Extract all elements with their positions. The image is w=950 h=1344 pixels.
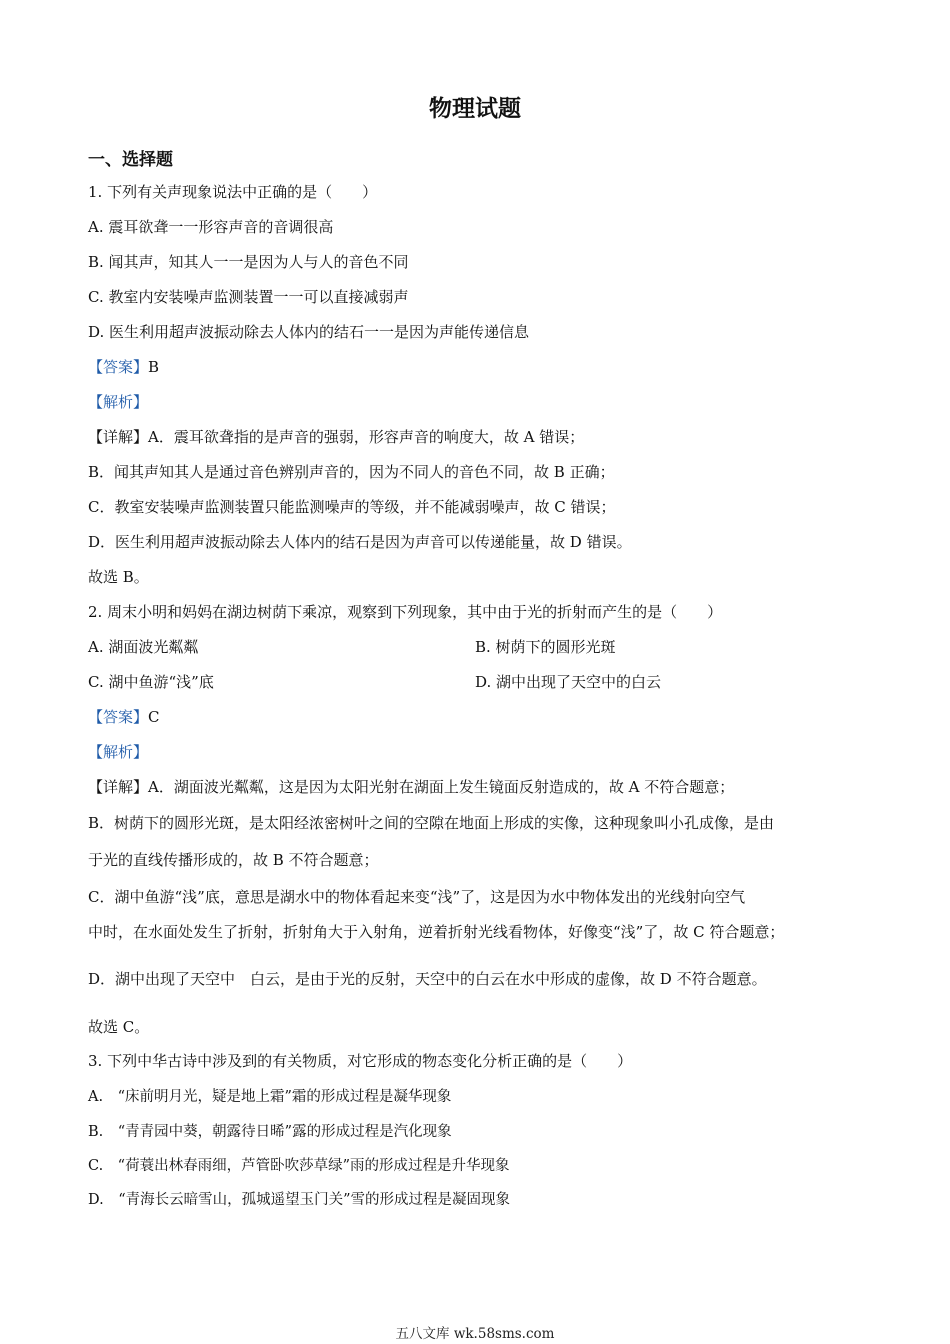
question-2-stem: 2. 周末小明和妈妈在湖边树荫下乘凉，观察到下列现象，其中由于光的折射而产生的是（ ） <box>88 603 723 621</box>
question-3-option-d: D. “青海长云暗雪山，孤城遥望玉门关”雪的形成过程是凝固现象 <box>88 1192 511 1208</box>
question-1-stem: 1. 下列有关声现象说法中正确的是（ ） <box>88 183 378 201</box>
question-2-detail-line: 中时，在水面处发生了折射，折射角大于入射角，逆着折射光线看物体，好像变“浅”了，故 C 符合题意； <box>88 923 785 941</box>
question-1-option-c: C. 教室内安装噪声监测装置一一可以直接减弱声 <box>88 288 409 306</box>
question-2-detail-line: 【详解】A．湖面波光粼粼，这是因为太阳光射在湖面上发生镜面反射造成的，故 A 不符合题意； <box>88 778 735 796</box>
question-1-option-d: D. 医生利用超声波振动除去人体内的结石一一是因为声能传递信息 <box>88 323 530 341</box>
question-1-conclusion: 故选 B。 <box>88 568 149 586</box>
question-1-option-b: B. 闻其声，知其人一一是因为人与人的音色不同 <box>88 253 409 271</box>
answer-tag: 【答案】 <box>88 708 149 726</box>
question-1-detail-line: 【详解】A．震耳欲聋指的是声音的强弱，形容声音的响度大，故 A 错误； <box>88 428 585 446</box>
question-1-detail-line: D．医生利用超声波振动除去人体内的结石是因为声音可以传递能量，故 D 错误。 <box>88 533 632 551</box>
question-3-stem: 3. 下列中华古诗中涉及到的有关物质，对它形成的物态变化分析正确的是（ ） <box>88 1052 633 1070</box>
question-2-option-c: C. 湖中鱼游“浅”底 <box>88 673 214 691</box>
question-2-detail-line: 于光的直线传播形成的，故 B 不符合题意； <box>88 851 379 869</box>
question-2-option-b: B. 树荫下的圆形光斑 <box>475 638 616 656</box>
answer-value: C <box>148 708 160 726</box>
question-2-detail-line: C．湖中鱼游“浅”底，意思是湖水中的物体看起来变“浅”了，这是因为水中物体发出的光线射向空气 <box>88 888 746 906</box>
question-1-option-a: A. 震耳欲聋一一形容声音的音调很高 <box>88 218 334 236</box>
question-2-option-a: A. 湖面波光粼粼 <box>88 638 199 656</box>
question-3-option-a: A. “床前明月光，疑是地上霜”霜的形成过程是凝华现象 <box>88 1089 452 1105</box>
section-heading: 一、选择题 <box>88 150 173 170</box>
question-3-option-b: B. “青青园中葵，朝露待日晞”露的形成过程是汽化现象 <box>88 1124 452 1140</box>
footer-watermark: 五八文库 wk.58sms.com <box>395 1326 555 1342</box>
question-1-answer <box>88 356 159 378</box>
analysis-tag: 【解析】 <box>88 393 149 411</box>
question-3-option-c: C. “荷蓑出林春雨细，芦管卧吹莎草绿”雨的形成过程是升华现象 <box>88 1158 510 1174</box>
answer-tag: 【答案】 <box>88 358 149 376</box>
question-1-detail-line: B．闻其声知其人是通过音色辨别声音的，因为不同人的音色不同，故 B 正确； <box>88 463 615 481</box>
question-2-detail-line: D．湖中出现了天空中 白云，是由于光的反射，天空中的白云在水中形成的虚像，故 D 不符合题意。 <box>88 970 767 988</box>
question-2-option-d: D. 湖中出现了天空中的白云 <box>475 673 662 691</box>
question-2-conclusion: 故选 C。 <box>88 1018 150 1036</box>
question-1-detail-line: C．教室安装噪声监测装置只能监测噪声的等级，并不能减弱噪声，故 C 错误； <box>88 498 616 516</box>
analysis-tag: 【解析】 <box>88 743 149 761</box>
page-title: 物理试题 <box>429 96 521 122</box>
answer-value: B <box>148 358 160 376</box>
question-2-detail-line: B．树荫下的圆形光斑，是太阳经浓密树叶之间的空隙在地面上形成的实像，这种现象叫小孔成像，是由 <box>88 814 775 832</box>
question-2-answer <box>88 706 160 728</box>
